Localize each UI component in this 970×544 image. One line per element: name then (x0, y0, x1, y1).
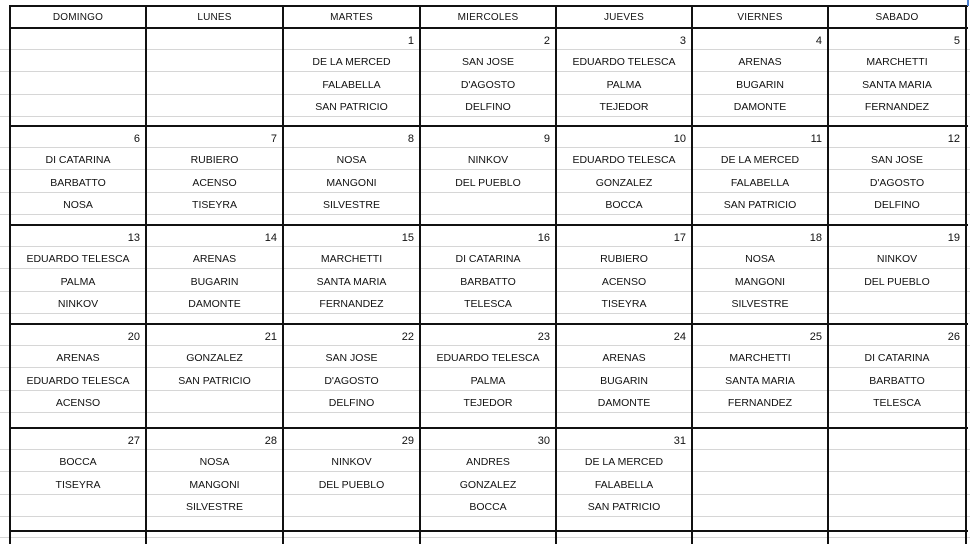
assigned-name: NINKOV (876, 253, 918, 265)
day-number: 6 (133, 133, 140, 145)
day-number: 17 (673, 232, 686, 244)
assigned-name: D'AGOSTO (324, 374, 379, 387)
assigned-name: DE LA MERCED (584, 456, 664, 468)
day-number: 27 (127, 435, 140, 447)
assigned-name: MANGONI (734, 275, 786, 288)
assigned-name: GONZALEZ (595, 176, 653, 189)
assigned-name: BARBATTO (460, 275, 516, 288)
day-number: 29 (401, 435, 414, 447)
assigned-name: ACENSO (192, 176, 237, 189)
week-border (10, 5, 968, 7)
day-number: 2 (543, 35, 550, 47)
assigned-name: MANGONI (189, 478, 240, 491)
day-header: VIERNES (737, 12, 783, 23)
day-number: 4 (815, 35, 822, 47)
day-number: 31 (673, 435, 686, 447)
assigned-name: GONZALEZ (459, 478, 517, 491)
assigned-name: FERNANDEZ (864, 101, 930, 113)
assigned-name: SAN PATRICIO (178, 374, 251, 387)
assigned-name: BUGARIN (190, 275, 239, 288)
assigned-name: DAMONTE (597, 397, 651, 409)
day-header: MARTES (330, 12, 373, 23)
day-number: 24 (673, 331, 686, 343)
assigned-name: NOSA (745, 253, 775, 265)
assigned-name: ARENAS (56, 352, 100, 364)
day-number: 22 (401, 331, 414, 343)
day-number: 16 (537, 232, 550, 244)
day-number: 8 (407, 133, 414, 145)
assigned-name: TISEYRA (601, 298, 647, 310)
assigned-name: TEJEDOR (599, 101, 649, 113)
assigned-name: SILVESTRE (323, 199, 380, 211)
assigned-name: ACENSO (55, 397, 101, 409)
week-border (10, 530, 968, 532)
day-number: 30 (537, 435, 550, 447)
assigned-name: NINKOV (331, 456, 372, 468)
day-number: 3 (679, 35, 686, 47)
week-border (10, 125, 968, 127)
assigned-name: SANTA MARIA (862, 78, 932, 91)
assigned-name: DAMONTE (733, 101, 787, 113)
day-header: JUEVES (603, 12, 645, 23)
assigned-name: DE LA MERCED (720, 154, 800, 166)
assigned-name: SAN JOSE (462, 56, 514, 68)
day-number: 19 (947, 232, 960, 244)
assigned-name: SAN PATRICIO (723, 199, 797, 211)
window-edge (967, 0, 969, 6)
assigned-name: SILVESTRE (731, 298, 789, 310)
assigned-name: GONZALEZ (186, 352, 243, 364)
assigned-name: NINKOV (57, 298, 99, 310)
day-number: 25 (809, 331, 822, 343)
assigned-name: MARCHETTI (866, 56, 928, 68)
day-number: 20 (127, 331, 140, 343)
assigned-name: TELESCA (873, 397, 921, 409)
assigned-name: NINKOV (467, 154, 509, 166)
assigned-name: SILVESTRE (186, 501, 243, 513)
day-header: DOMINGO (52, 12, 104, 23)
assigned-name: EDUARDO TELESCA (572, 154, 676, 166)
assigned-name: DELFINO (328, 397, 375, 409)
assigned-name: EDUARDO TELESCA (572, 56, 676, 68)
assigned-name: NOSA (199, 456, 230, 468)
assigned-name: DE LA MERCED (312, 56, 391, 68)
assigned-name: DELFINO (465, 101, 511, 113)
assigned-name: DELFINO (874, 199, 920, 211)
assigned-name: FALABELLA (730, 176, 790, 189)
day-number: 14 (264, 232, 277, 244)
assigned-name: FERNANDEZ (727, 397, 793, 409)
assigned-name: SAN PATRICIO (587, 501, 661, 513)
assigned-name: NOSA (63, 199, 93, 211)
assigned-name: TEJEDOR (463, 397, 513, 409)
day-number: 15 (401, 232, 414, 244)
assigned-name: EDUARDO TELESCA (436, 352, 540, 364)
assigned-name: BOCCA (605, 199, 643, 211)
assigned-name: FERNANDEZ (319, 298, 384, 310)
day-number: 13 (127, 232, 140, 244)
day-number: 12 (947, 133, 960, 145)
assigned-name: D'AGOSTO (869, 176, 925, 189)
assigned-name: DI CATARINA (45, 154, 111, 166)
assigned-name: RUBIERO (600, 253, 648, 265)
assigned-name: SANTA MARIA (316, 275, 387, 288)
assigned-name: ARENAS (602, 352, 646, 364)
day-number: 23 (537, 331, 550, 343)
assigned-name: MANGONI (326, 176, 377, 189)
assigned-name: FALABELLA (594, 478, 654, 491)
assigned-name: DI CATARINA (864, 352, 930, 364)
assigned-name: TISEYRA (55, 478, 101, 491)
assigned-name: NOSA (336, 154, 367, 166)
day-number: 21 (264, 331, 277, 343)
assigned-name: MARCHETTI (729, 352, 791, 364)
assigned-name: DAMONTE (188, 298, 241, 310)
assigned-name: TISEYRA (192, 199, 237, 211)
assigned-name: MARCHETTI (320, 253, 383, 265)
assigned-name: ARENAS (192, 253, 237, 265)
assigned-name: PALMA (60, 275, 96, 288)
assigned-name: DEL PUEBLO (318, 478, 385, 491)
assigned-name: ACENSO (601, 275, 647, 288)
assigned-name: BOCCA (469, 501, 507, 513)
day-number: 10 (673, 133, 686, 145)
assigned-name: BARBATTO (869, 374, 925, 387)
assigned-name: RUBIERO (190, 154, 239, 166)
assigned-name: BARBATTO (50, 176, 106, 189)
assigned-name: ANDRES (466, 456, 510, 468)
day-number: 9 (543, 133, 550, 145)
assigned-name: EDUARDO TELESCA (26, 253, 130, 265)
day-number: 26 (947, 331, 960, 343)
assigned-name: BUGARIN (600, 374, 648, 387)
assigned-name: D'AGOSTO (460, 78, 516, 91)
day-number: 11 (810, 133, 822, 145)
day-header: SABADO (875, 12, 919, 23)
assigned-name: SANTA MARIA (725, 374, 795, 387)
assigned-name: PALMA (470, 374, 506, 387)
assigned-name: SAN PATRICIO (315, 101, 388, 113)
week-border (10, 323, 968, 325)
week-border (10, 427, 968, 429)
assigned-name: BOCCA (59, 456, 97, 468)
day-number: 5 (953, 35, 960, 47)
assigned-name: SAN JOSE (871, 154, 923, 166)
day-number: 7 (270, 133, 277, 145)
assigned-name: DI CATARINA (455, 253, 521, 265)
assigned-name: SAN JOSE (325, 352, 378, 364)
day-number: 28 (264, 435, 277, 447)
week-border (10, 224, 968, 226)
assigned-name: ARENAS (738, 56, 782, 68)
assigned-name: DEL PUEBLO (455, 176, 521, 189)
day-number: 18 (809, 232, 822, 244)
assigned-name: PALMA (606, 78, 642, 91)
assigned-name: FALABELLA (322, 78, 381, 91)
day-header: LUNES (197, 12, 232, 23)
assigned-name: BUGARIN (736, 78, 784, 91)
assigned-name: TELESCA (464, 298, 512, 310)
day-number: 1 (407, 35, 414, 47)
assigned-name: DEL PUEBLO (864, 275, 930, 288)
day-header: MIERCOLES (457, 12, 519, 23)
assigned-name: EDUARDO TELESCA (26, 374, 130, 387)
